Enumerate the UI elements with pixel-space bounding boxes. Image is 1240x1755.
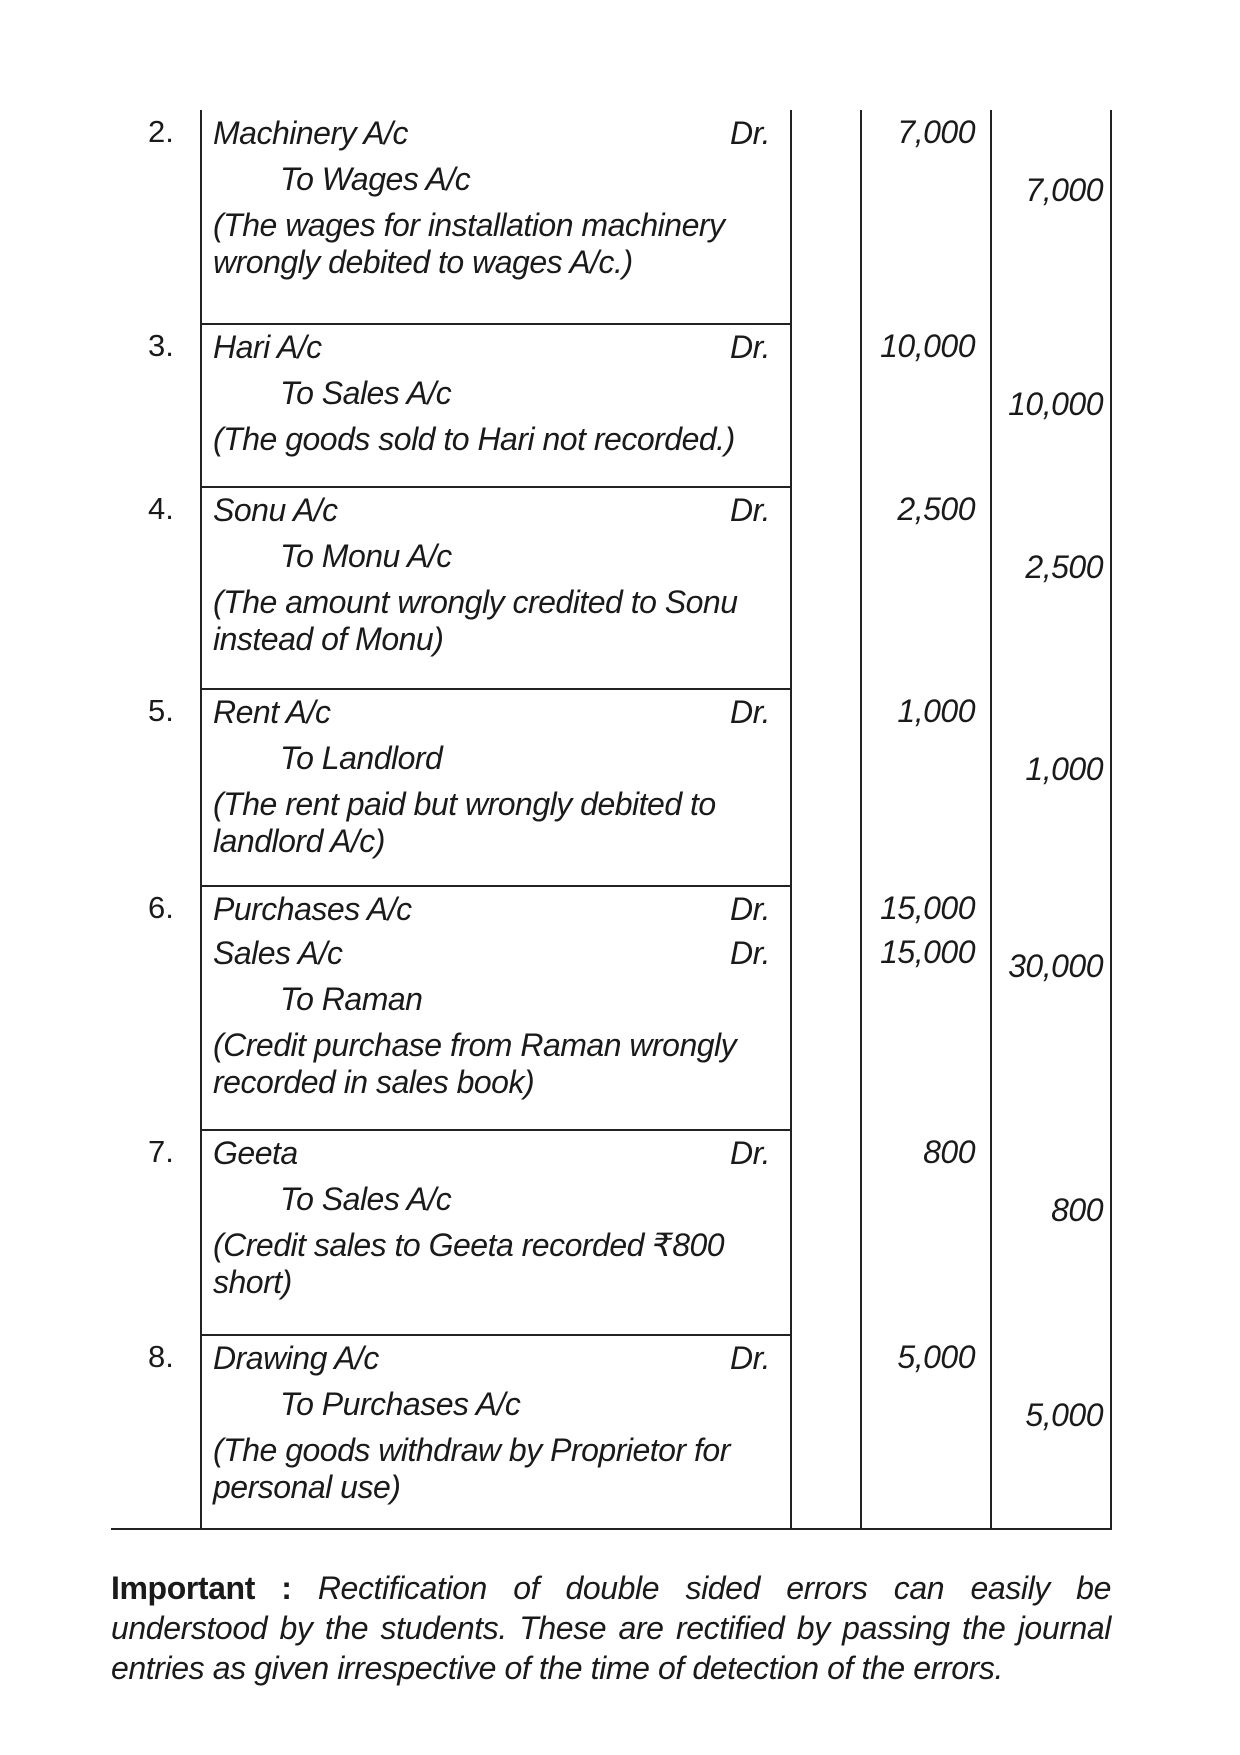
dr-label: Dr. — [730, 935, 770, 971]
credit-account: To Monu A/c — [280, 538, 452, 574]
entry-number: 3. — [148, 328, 174, 363]
credit-account: To Wages A/c — [280, 161, 471, 197]
dr-label: Dr. — [730, 891, 770, 927]
debit-amount: 5,000 — [897, 1339, 975, 1375]
entry-number: 4. — [148, 491, 174, 526]
debit-account: Geeta — [213, 1135, 298, 1171]
debit-amount: 1,000 — [897, 693, 975, 729]
debit-amount: 10,000 — [880, 328, 975, 364]
note-text: Rectification of double sided errors can easily be understood by the students. These are rectified by passing the journal entries as given irrespective of the time of detection of the errors. — [111, 1570, 1111, 1686]
dr-label: Dr. — [730, 1340, 770, 1376]
entry-number: 2. — [148, 114, 174, 149]
credit-account: To Purchases A/c — [280, 1386, 521, 1422]
debit-account: Hari A/c — [213, 329, 322, 365]
entry-number: 6. — [148, 890, 174, 925]
debit-amount: 800 — [923, 1134, 975, 1170]
credit-account: To Raman — [280, 981, 423, 1017]
entry-number: 8. — [148, 1339, 174, 1374]
credit-amount: 5,000 — [1025, 1397, 1103, 1433]
narration-line: instead of Monu) — [213, 621, 444, 657]
narration-line: wrongly debited to wages A/c.) — [213, 244, 633, 280]
credit-amount: 7,000 — [1025, 172, 1103, 208]
narration-line: (Credit purchase from Raman wrongly — [213, 1027, 737, 1063]
debit-amount: 7,000 — [897, 114, 975, 150]
debit-account: Sales A/c — [213, 935, 343, 971]
dr-label: Dr. — [730, 115, 770, 151]
debit-amount: 15,000 — [880, 934, 975, 970]
entry-number: 7. — [148, 1134, 174, 1169]
dr-label: Dr. — [730, 1135, 770, 1171]
credit-amount: 1,000 — [1025, 751, 1103, 787]
entry-separator — [200, 885, 792, 887]
credit-account: To Landlord — [280, 740, 443, 776]
note-separator: : — [254, 1570, 318, 1606]
entry-separator — [200, 1129, 792, 1131]
credit-account: To Sales A/c — [280, 375, 452, 411]
entry-separator — [200, 323, 792, 325]
credit-amount: 2,500 — [1025, 549, 1103, 585]
narration-line: recorded in sales book) — [213, 1064, 535, 1100]
debit-account: Drawing A/c — [213, 1340, 379, 1376]
credit-account: To Sales A/c — [280, 1181, 452, 1217]
important-note — [111, 1568, 1111, 1688]
entry-separator — [200, 486, 792, 488]
dr-label: Dr. — [730, 694, 770, 730]
dr-label: Dr. — [730, 329, 770, 365]
credit-amount: 800 — [1051, 1192, 1103, 1228]
narration-line: short) — [213, 1264, 292, 1300]
debit-account: Rent A/c — [213, 694, 331, 730]
debit-amount: 2,500 — [897, 491, 975, 527]
credit-amount: 30,000 — [1008, 948, 1103, 984]
entry-number: 5. — [148, 693, 174, 728]
narration-line: landlord A/c) — [213, 823, 385, 859]
rule-lf-right — [860, 110, 862, 1530]
rule-credit-right — [1110, 110, 1112, 1530]
rule-bottom — [111, 1528, 1112, 1530]
debit-account: Machinery A/c — [213, 115, 409, 151]
narration-line: (The wages for installation machinery — [213, 207, 725, 243]
narration-line: (The goods withdraw by Proprietor for — [213, 1432, 730, 1468]
note-label: Important — [111, 1570, 255, 1606]
narration-line: (Credit sales to Geeta recorded ₹800 — [213, 1227, 725, 1263]
entry-separator — [200, 688, 792, 690]
debit-account: Sonu A/c — [213, 492, 338, 528]
debit-account: Purchases A/c — [213, 891, 412, 927]
rule-debit-right — [990, 110, 992, 1530]
narration-line: (The goods sold to Hari not recorded.) — [213, 421, 735, 457]
dr-label: Dr. — [730, 492, 770, 528]
entry-separator — [200, 1334, 792, 1336]
debit-amount: 15,000 — [880, 890, 975, 926]
narration-line: personal use) — [213, 1469, 401, 1505]
narration-line: (The amount wrongly credited to Sonu — [213, 584, 738, 620]
credit-amount: 10,000 — [1008, 386, 1103, 422]
narration-line: (The rent paid but wrongly debited to — [213, 786, 716, 822]
